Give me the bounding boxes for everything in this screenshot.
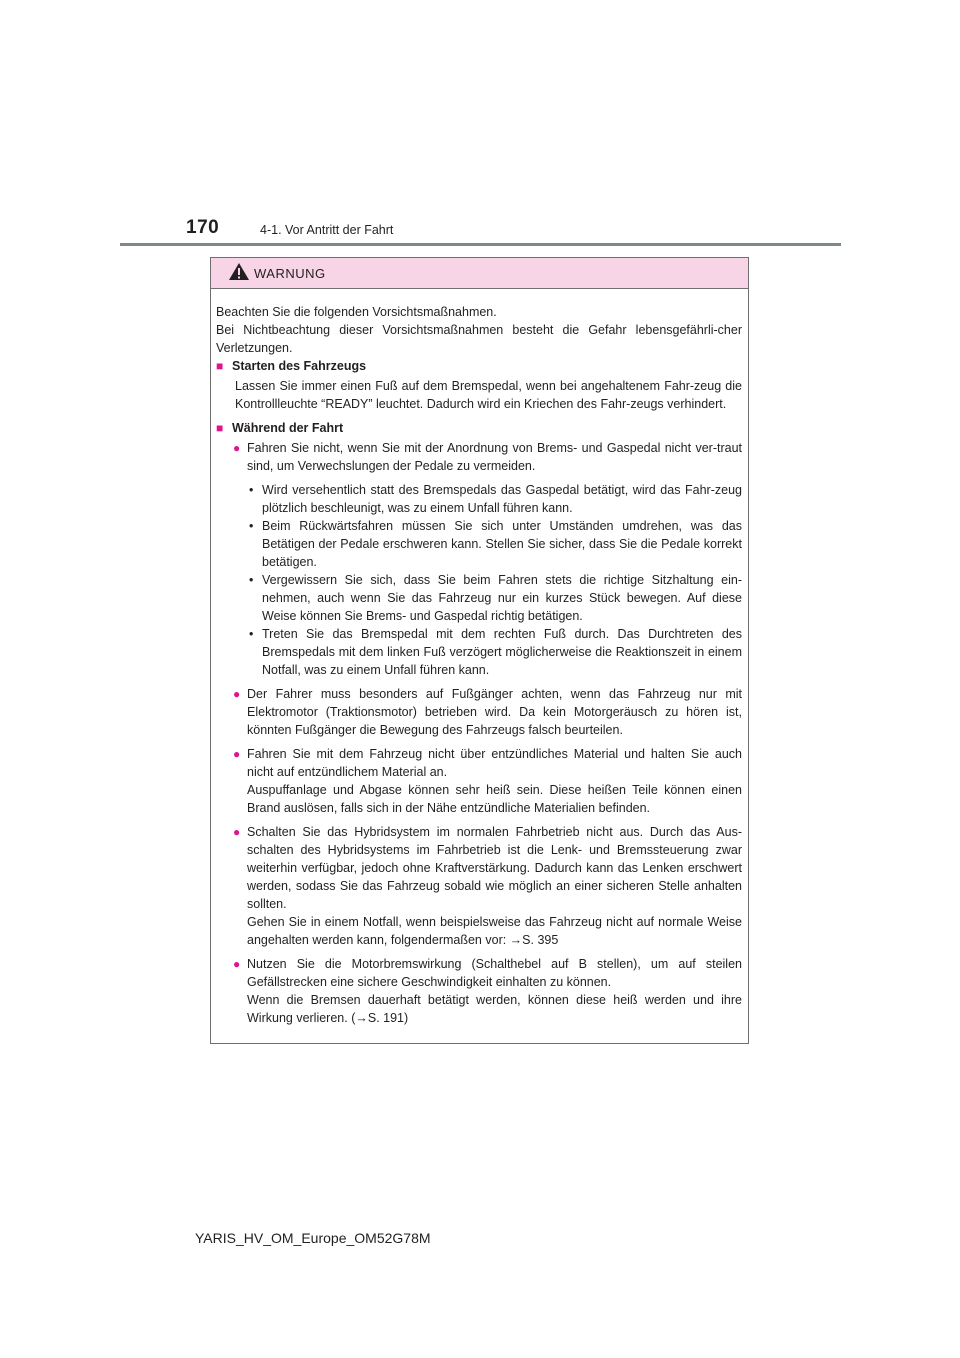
dot-bullet-icon: • [249, 573, 254, 587]
dot-bullet-icon: • [249, 519, 254, 533]
circle-bullet-icon: ● [233, 441, 241, 455]
list-item-content [247, 685, 742, 739]
sub-list-text: Beim Rückwärtsfahren müssen Sie sich unter Umständen umdrehen, was das Betätigen der Pedale erschweren kann. Stellen Sie sicher, dass Sie die Pedale korrekt betätigen. [262, 519, 742, 569]
circle-bullet-icon: ● [233, 957, 241, 971]
square-bullet-icon: ■ [216, 421, 224, 435]
list-item [216, 685, 742, 739]
list-item [216, 439, 742, 679]
section-start-text: Lassen Sie immer einen Fuß auf dem Bremspedal, wenn bei angehaltenem Fahr-zeug die Kontrollleuchte “READY” leuchtet. Dadurch wird ein Kriechen des Fahr-zeugs verhindert. [235, 379, 742, 411]
section-heading-label: Starten des Fahrzeugs [232, 359, 367, 373]
sub-list-text: Wird versehentlich statt des Bremspedals das Gaspedal betätigt, wird das Fahr-zeug plötzlich beschleunigt, was zu einem Unfall führen kann. [262, 483, 742, 515]
list-item-text: Wenn die Bremsen dauerhaft betätigt werden, können diese heiß werden und ihre Wirkung verlieren. (→S. 191) [247, 993, 742, 1025]
warning-header [211, 258, 748, 289]
section-heading-start [216, 357, 742, 375]
sub-list-text: Vergewissern Sie sich, dass Sie beim Fahren stets die richtige Sitzhaltung ein-nehmen, auch wenn Sie das Fahrzeug nur ein kurzes Stück bewegen. Auf diese Weise können Sie Brems- und Gaspedal richtig betätigen. [262, 573, 742, 623]
intro-line-2: Bei Nichtbeachtung dieser Vorsichtsmaßnahmen besteht die Gefahr lebensgefährli-cher Verletzungen. [216, 323, 742, 355]
list-item-content [247, 823, 742, 949]
section-title: 4-1. Vor Antritt der Fahrt [260, 223, 394, 237]
sub-list-item [247, 517, 742, 571]
sub-list-item [247, 481, 742, 517]
list-item [216, 745, 742, 817]
warning-body [211, 289, 748, 1027]
dot-bullet-icon: • [249, 627, 254, 641]
circle-bullet-icon: ● [233, 825, 241, 839]
warning-title: WARNUNG [254, 266, 326, 281]
circle-bullet-icon: ● [233, 687, 241, 701]
list-item [216, 823, 742, 949]
list-item-content [247, 955, 742, 1027]
square-bullet-icon: ■ [216, 359, 224, 373]
list-item-text: Schalten Sie das Hybridsystem im normalen Fahrbetrieb nicht aus. Durch das Aus-schalten des Hybridsystems im Fahrbetrieb ist die Lenk- und Bremssteuerung zwar weiterhin verfügbar, jedoch ohne Kraftverstärkung. Dadurch kann das Lenken erschwert werden, sodass Sie das Fahrzeug sobald wie möglich an einer sicheren Stelle anhalten sollten. [247, 825, 742, 911]
page-number: 170 [186, 217, 220, 238]
warning-box [210, 257, 749, 1044]
list-item-text: Gehen Sie in einem Notfall, wenn beispielsweise das Fahrzeug nicht auf normale Weise angehalten werden kann, folgendermaßen vor: →S. 395 [247, 915, 742, 947]
list-item-text: Nutzen Sie die Motorbremswirkung (Schalthebel auf B stellen), um auf steilen Gefällstrecken eine sichere Geschwindigkeit einhalten zu können. [247, 957, 742, 989]
section-heading-driving [216, 419, 742, 437]
sub-list [247, 481, 742, 679]
list-item-content [247, 745, 742, 817]
sub-list-text: Treten Sie das Bremspedal mit dem rechten Fuß durch. Das Durchtreten des Bremspedals mit dem linken Fuß verzögert möglicherweise die Reaktionszeit in einem Notfall, was zu einem Unfall führen kann. [262, 627, 742, 677]
list-item-text: Fahren Sie mit dem Fahrzeug nicht über entzündliches Material und halten Sie auch nicht auf entzündlichem Material an. [247, 747, 742, 779]
warning-triangle-icon [228, 262, 250, 286]
list-item-text: Der Fahrer muss besonders auf Fußgänger achten, wenn das Fahrzeug nur mit Elektromotor (Traktionsmotor) betrieben wird. Da kein Motorgeräusch zu hören ist, könnten Fußgänger die Bewegung des Fahrzeugs falsch beurteilen. [247, 687, 742, 737]
sub-list-item [247, 625, 742, 679]
footer-model-code: YARIS_HV_OM_Europe_OM52G78M [195, 1230, 431, 1246]
header-rule [120, 243, 841, 246]
list-item-content [247, 439, 742, 679]
dot-bullet-icon: • [249, 483, 254, 497]
section-heading-label: Während der Fahrt [232, 421, 344, 435]
list-item-text: Fahren Sie nicht, wenn Sie mit der Anordnung von Brems- und Gaspedal nicht ver-traut sind, um Verwechslungen der Pedale zu vermeiden. [247, 441, 742, 473]
list-item-text: Auspuffanlage und Abgase können sehr heiß sein. Diese heißen Teile können einen Brand auslösen, falls sich in der Nähe entzündliche Materialien befinden. [247, 783, 742, 815]
sub-list-item [247, 571, 742, 625]
circle-bullet-icon: ● [233, 747, 241, 761]
intro-line-1: Beachten Sie die folgenden Vorsichtsmaßnahmen. [216, 305, 497, 319]
list-item [216, 955, 742, 1027]
